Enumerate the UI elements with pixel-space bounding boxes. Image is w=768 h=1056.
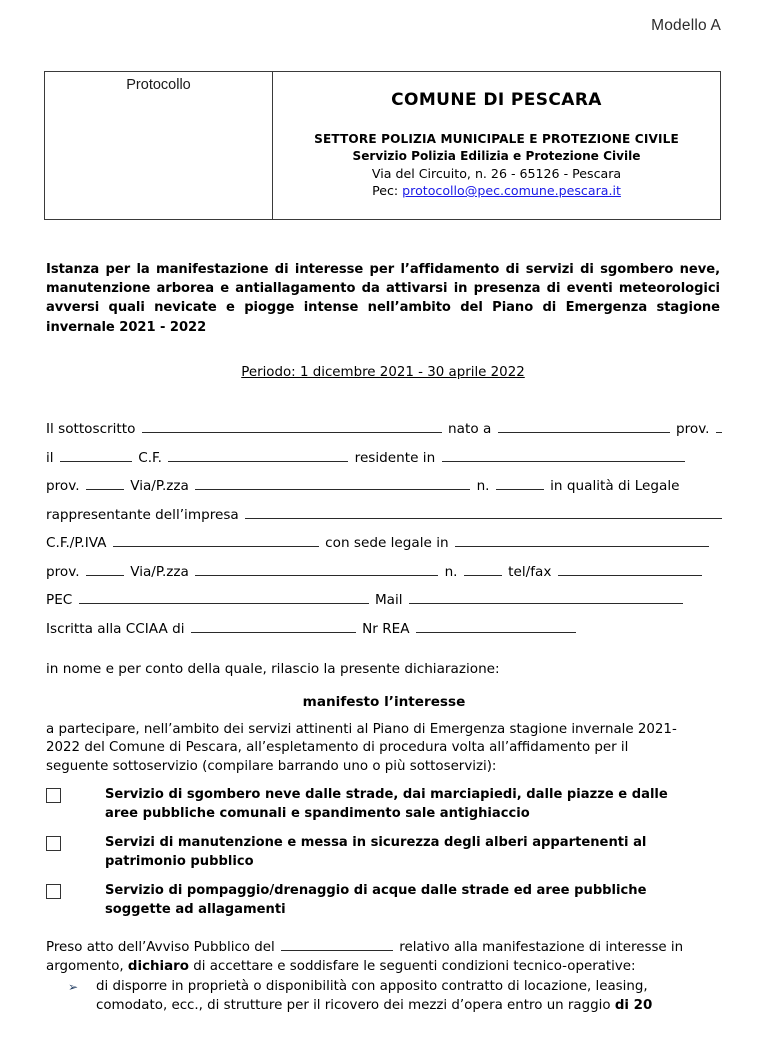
form-field-label: n. <box>444 563 458 580</box>
arrow-bullet-icon: ➢ <box>68 980 79 994</box>
form-field-label: rappresentante dell’impresa <box>46 506 239 523</box>
form-field-label: prov. <box>675 421 710 437</box>
comune-title: COMUNE DI PESCARA <box>391 90 602 110</box>
preso-atto-line-2 <box>46 958 722 977</box>
settore-line: SETTORE POLIZIA MUNICIPALE E PROTEZIONE CIVILE <box>314 132 679 146</box>
form-field-label: residente in <box>354 449 436 466</box>
form-field-label: in qualità di Legale <box>550 478 680 494</box>
pec-label: Pec: <box>372 183 399 198</box>
manifesto-heading: manifesto l’interesse <box>302 694 466 710</box>
bullet-line2-a: comodato, ecc., di strutture per il ricovero dei mezzi d’opera entro un raggio <box>96 997 615 1013</box>
protocollo-label: Protocollo <box>126 77 191 93</box>
form-field-blank[interactable] <box>142 418 442 433</box>
partecipare-line-2: 2022 del Comune di Pescara, all’espletamento di procedura volta all’affidamento per il <box>46 740 629 756</box>
form-field-blank[interactable] <box>409 589 683 604</box>
form-field-blank[interactable] <box>498 418 670 433</box>
form-line <box>46 415 722 444</box>
form-field-blank[interactable] <box>245 504 722 519</box>
partecipare-line-1: a partecipare, nell’ambito dei servizi attinenti al Piano di Emergenza stagione invernale 2021- <box>46 722 677 737</box>
checkbox-2[interactable] <box>46 836 61 851</box>
checkbox-row[interactable] <box>46 786 722 823</box>
form-field-label: Nr REA <box>362 620 410 637</box>
form-field-label: con sede legale in <box>325 535 449 551</box>
checkbox-label-line-2: patrimonio pubblico <box>105 853 254 869</box>
preso-atto-prefix: Preso atto dell’Avviso Pubblico del <box>46 940 275 955</box>
form-line <box>46 472 722 501</box>
form-field-blank[interactable] <box>60 447 132 462</box>
form-field-blank[interactable] <box>496 475 544 490</box>
dichiaro-bold: dichiaro <box>127 958 189 974</box>
checkbox-label <box>105 834 713 871</box>
form-field-label: Il sottoscritto <box>46 421 136 437</box>
form-code-label: Modello A <box>651 17 721 34</box>
form-field-label: il <box>46 449 54 466</box>
form-field-label: C.F. <box>138 449 162 466</box>
bullet-line-2 <box>96 997 722 1016</box>
form-field-label: Iscritta alla CCIAA di <box>46 620 185 637</box>
address-line: Via del Circuito, n. 26 - 65126 - Pescara <box>371 166 622 181</box>
document-title-paragraph: Istanza per la manifestazione di interesse per l’affidamento di servizi di sgombero neve, manutenzione arborea e antiallagamento da attivarsi in presenza di eventi meteorologici avversi quali nevicate e piogge intense nell’ambito del Piano di Emergenza stagione invernale 2021 - 2022 <box>46 262 720 335</box>
form-field-blank[interactable] <box>464 561 502 576</box>
form-field-blank[interactable] <box>416 618 576 633</box>
form-field-label: C.F./P.IVA <box>46 535 107 551</box>
form-field-blank[interactable] <box>455 532 709 547</box>
form-line <box>46 444 722 473</box>
sottoservizi-checkbox-list <box>46 786 722 930</box>
avviso-date-fill[interactable] <box>281 936 393 951</box>
form-line <box>46 501 722 530</box>
condizioni-bullet-item <box>46 978 722 1015</box>
form-field-label: Mail <box>374 592 403 608</box>
servizio-line: Servizio Polizia Edilizia e Protezione Civile <box>352 149 641 163</box>
checkbox-label <box>105 882 713 919</box>
partecipare-paragraph <box>46 721 722 776</box>
form-field-blank[interactable] <box>86 561 124 576</box>
form-field-blank[interactable] <box>195 561 438 576</box>
preso-atto-suffix: relativo alla manifestazione di interesse in <box>399 940 684 955</box>
form-field-label: prov. <box>46 563 80 580</box>
periodo-line <box>46 365 720 380</box>
preso-atto-line-1 <box>46 936 722 958</box>
form-field-blank[interactable] <box>716 418 722 433</box>
form-field-blank[interactable] <box>113 532 319 547</box>
form-field-blank[interactable] <box>195 475 470 490</box>
checkbox-label <box>105 786 713 823</box>
periodo-text: Periodo: 1 dicembre 2021 - 30 aprile 2022 <box>241 365 525 380</box>
form-field-label: prov. <box>46 478 80 494</box>
checkbox-row[interactable] <box>46 834 722 871</box>
form-field-blank[interactable] <box>442 447 685 462</box>
form-line <box>46 586 722 615</box>
checkbox-label-line-1: Servizio di pompaggio/drenaggio di acque dalle strade ed aree pubbliche <box>105 883 647 898</box>
form-line <box>46 558 722 587</box>
form-field-blank[interactable] <box>79 589 369 604</box>
checkbox-3[interactable] <box>46 884 61 899</box>
preso-atto-line2-b: di accettare e soddisfare le seguenti condizioni tecnico-operative: <box>188 958 636 974</box>
checkbox-label-line-1: Servizio di sgombero neve dalle strade, dai marciapiedi, dalle piazze e dalle <box>105 787 668 802</box>
preso-atto-line2-a: argomento, <box>46 958 128 974</box>
header-table <box>44 71 721 220</box>
partecipare-line-3: seguente sottoservizio (compilare barrando uno o più sottoservizi): <box>46 758 497 774</box>
form-line <box>46 529 722 558</box>
form-field-blank[interactable] <box>558 561 702 576</box>
form-field-label: nato a <box>448 421 492 437</box>
preso-atto-paragraph <box>46 936 722 976</box>
checkbox-1[interactable] <box>46 788 61 803</box>
checkbox-row[interactable] <box>46 882 722 919</box>
form-field-label: tel/fax <box>508 563 552 580</box>
di-20-bold: di 20 <box>614 997 653 1013</box>
form-field-blank[interactable] <box>191 618 356 633</box>
in-nome-line: in nome e per conto della quale, rilascio la presente dichiarazione: <box>46 661 500 677</box>
bullet-text <box>90 978 722 1015</box>
institution-cell <box>273 72 720 219</box>
form-line <box>46 615 722 644</box>
protocollo-cell <box>45 72 273 219</box>
form-field-label: Via/P.zza <box>130 563 189 580</box>
bullet-line-1: di disporre in proprietà o disponibilità con apposito contratto di locazione, leasing, <box>96 979 648 994</box>
form-field-blank[interactable] <box>168 447 348 462</box>
checkbox-label-line-2: aree pubbliche comunali e spandimento sale antighiaccio <box>105 805 530 821</box>
pec-line <box>273 183 720 198</box>
checkbox-label-line-1: Servizi di manutenzione e messa in sicurezza degli alberi appartenenti al <box>105 835 647 850</box>
form-fields-block <box>46 415 722 643</box>
form-field-blank[interactable] <box>86 475 124 490</box>
pec-email-link[interactable]: protocollo@pec.comune.pescara.it <box>402 183 621 198</box>
form-field-label: n. <box>476 478 490 494</box>
form-field-label: PEC <box>46 592 73 608</box>
checkbox-label-line-2: soggette ad allagamenti <box>105 901 286 917</box>
form-field-label: Via/P.zza <box>130 478 189 494</box>
